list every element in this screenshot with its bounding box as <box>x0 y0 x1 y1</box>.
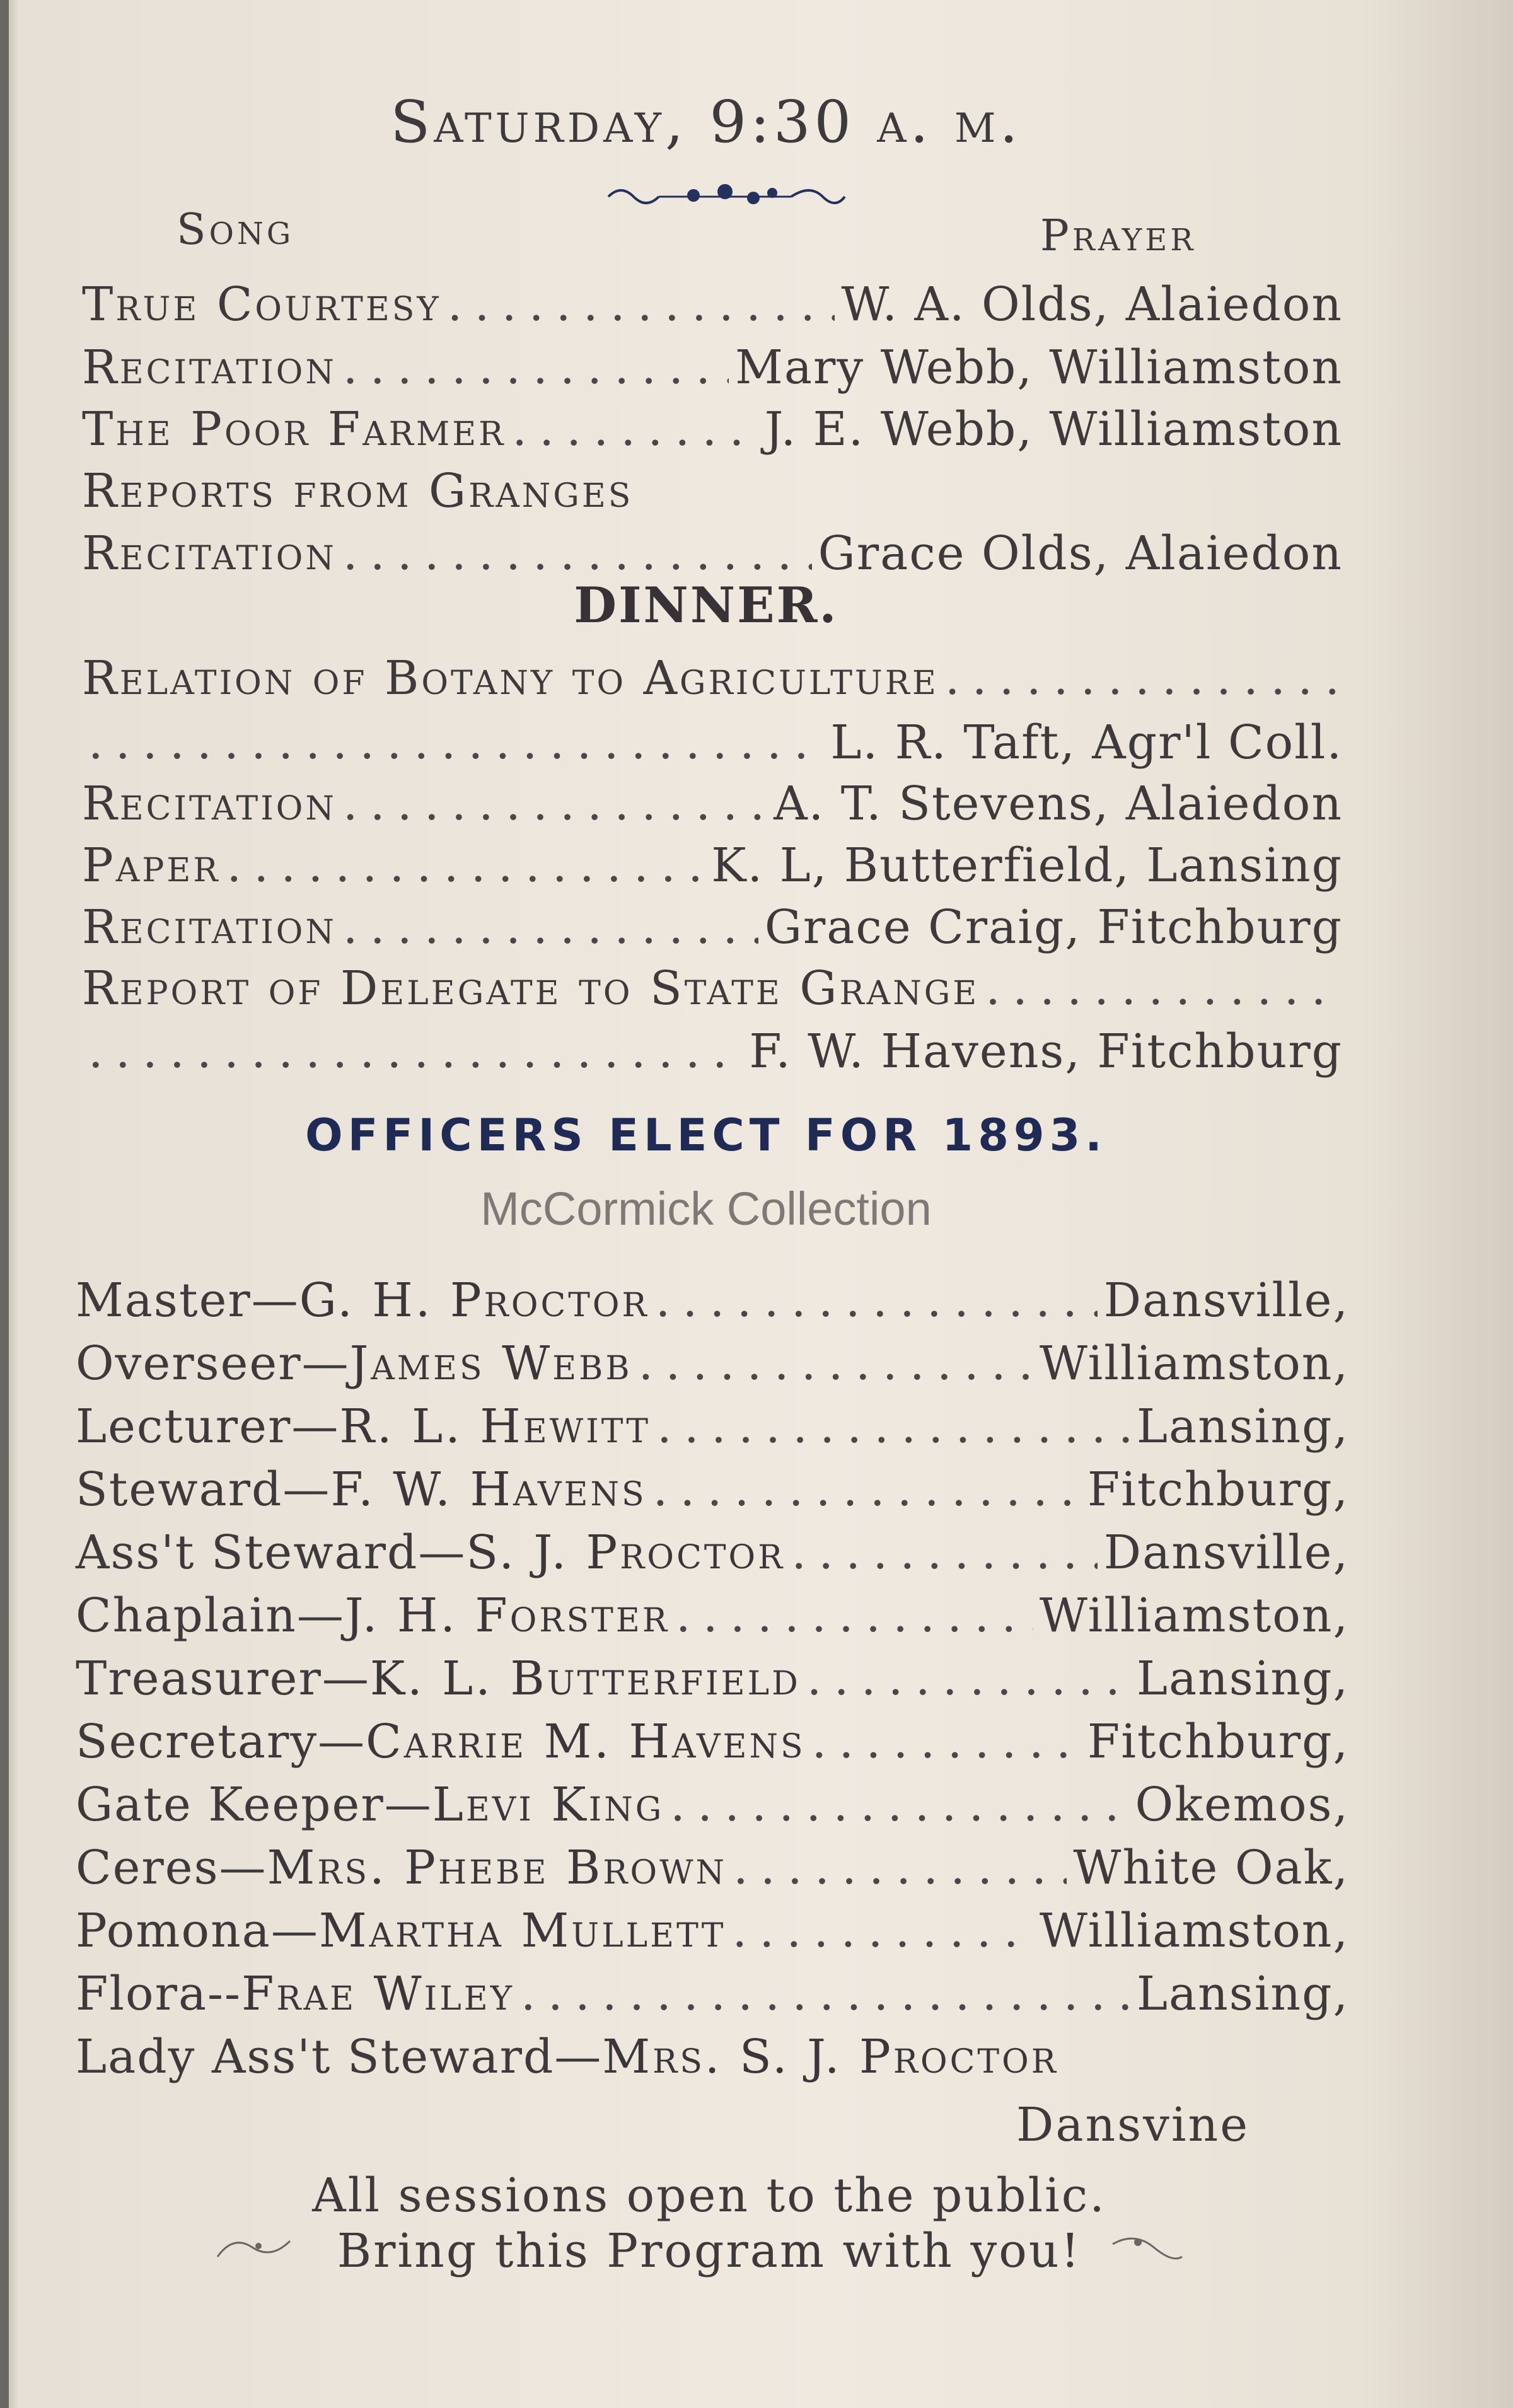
officer-row-right: Lansing, <box>1136 1652 1349 1706</box>
officer-row-name: Frae Wiley <box>241 1967 515 2021</box>
program-item <box>82 1024 1343 1079</box>
officer-row <box>76 1967 1349 2021</box>
officer-row-name: G. H. Proctor <box>299 1273 649 1328</box>
officer-row-right: Williamston, <box>1039 1336 1349 1391</box>
program-item <box>82 961 1343 1016</box>
leader-dots <box>985 961 1336 1016</box>
officer-row-name: J. H. Forster <box>344 1589 670 1643</box>
footer-line-2: Bring this Program with you! <box>337 2224 1082 2278</box>
program-item-label: Recitation <box>82 526 337 581</box>
officer-row-name: R. L. Hewitt <box>339 1399 651 1454</box>
leader-dots <box>812 1715 1081 1769</box>
officer-row-label: Flora-- <box>76 1967 242 2021</box>
program-item-right: W. A. Olds, Alaiedon <box>841 277 1343 332</box>
program-item-right: A. T. Stevens, Alaiedon <box>774 777 1343 831</box>
leader-dots <box>521 1967 1130 2021</box>
leader-dots <box>448 277 835 332</box>
flourish-right-icon <box>1110 2228 1185 2266</box>
leader-dots <box>653 1462 1081 1517</box>
officer-row <box>76 1715 1349 1769</box>
officer-row-name: S. J. Proctor <box>466 1525 785 1580</box>
officer-row-label: Pomona— <box>76 1904 319 1958</box>
officer-row <box>76 1589 1349 1643</box>
leader-dots <box>343 526 812 581</box>
program-item-label: Reports from Granges <box>82 464 634 518</box>
officer-row-label: Steward— <box>76 1462 331 1517</box>
officer-row <box>76 1336 1349 1391</box>
officer-row-label: Lady Ass't Steward— <box>76 2030 603 2084</box>
program-item-right: Grace Craig, Fitchburg <box>764 900 1343 954</box>
program-item-right: Grace Olds, Alaiedon <box>818 526 1343 581</box>
officer-row-right: Okemos, <box>1135 1778 1349 1832</box>
program-item-label: Recitation <box>82 777 337 831</box>
officer-row-label: Lecturer— <box>76 1399 340 1454</box>
program-item-right: L. R. Taft, Agr'l Coll. <box>830 715 1343 770</box>
dinner-heading: DINNER. <box>574 577 838 634</box>
leader-dots <box>226 838 705 893</box>
program-item-right: K. L, Butterfield, Lansing <box>711 838 1343 893</box>
officer-row-right: Dansville, <box>1103 1273 1349 1328</box>
officer-row-label: Chaplain— <box>76 1589 345 1643</box>
officer-row <box>76 1652 1349 1706</box>
officer-row-right: Lansing, <box>1136 1967 1349 2021</box>
leader-dots <box>791 1525 1097 1580</box>
officer-row <box>76 1904 1349 1958</box>
program-item <box>82 777 1343 831</box>
flourish-left-icon <box>214 2228 296 2266</box>
officer-row-label: Master— <box>76 1273 299 1328</box>
officer-row-label: Overseer— <box>76 1336 350 1391</box>
officer-row-label: Ceres— <box>76 1841 267 1895</box>
leader-dots <box>88 715 824 770</box>
officer-row-right: Williamston, <box>1039 1589 1349 1643</box>
officer-row-label: Treasurer— <box>76 1652 370 1706</box>
program-item-right: J. E. Webb, Williamston <box>764 402 1343 456</box>
program-item <box>82 838 1343 893</box>
leader-dots <box>512 402 758 456</box>
program-item <box>82 402 1343 456</box>
last-officer-place: Dansvine <box>1016 2098 1250 2152</box>
leader-dots <box>656 1273 1098 1328</box>
leader-dots <box>343 900 758 954</box>
officer-row-name: Martha Mullett <box>318 1904 726 1958</box>
officer-row-name: Mrs. S. J. Proctor <box>602 2030 1058 2084</box>
officer-row <box>76 1841 1349 1895</box>
program-item <box>82 277 1343 332</box>
officer-row-label: Ass't Steward— <box>76 1525 467 1580</box>
day-heading: Saturday, 9:30 a. m. <box>390 88 1022 156</box>
officer-row-right: Fitchburg, <box>1087 1462 1349 1517</box>
officer-row-name: James Webb <box>349 1336 632 1391</box>
leader-dots <box>807 1652 1130 1706</box>
song-header: Song <box>177 205 294 255</box>
leader-dots <box>639 1336 1033 1391</box>
leader-dots <box>88 1024 743 1079</box>
program-item <box>82 464 1343 518</box>
prayer-header: Prayer <box>1040 211 1197 261</box>
officer-row-right: White Oak, <box>1073 1841 1349 1895</box>
program-item-label: Paper <box>82 838 221 893</box>
program-item-label: Recitation <box>82 900 337 954</box>
program-item-label: Report of Delegate to State Grange <box>82 961 980 1016</box>
ornament-divider-icon <box>602 171 848 216</box>
officer-row <box>76 1399 1349 1454</box>
officer-row <box>76 2030 1147 2084</box>
officer-row <box>76 1778 1349 1832</box>
leader-dots <box>343 340 729 395</box>
leader-dots <box>343 777 767 831</box>
officer-row-right: Williamston, <box>1039 1904 1349 1958</box>
officer-row-name: Levi King <box>432 1778 664 1832</box>
program-item-label: Recitation <box>82 340 337 395</box>
program-item <box>82 526 1343 581</box>
officer-row-label: Gate Keeper— <box>76 1778 432 1832</box>
officer-row-name: Mrs. Phebe Brown <box>267 1841 728 1895</box>
program-item-right: F. W. Havens, Fitchburg <box>749 1024 1343 1079</box>
officer-row <box>76 1273 1349 1328</box>
program-item-right: Mary Webb, Williamston <box>735 340 1343 395</box>
officer-row <box>76 1525 1349 1580</box>
officer-row-name: K. L. Butterfield <box>369 1652 801 1706</box>
program-item-label: Relation of Botany to Agriculture <box>82 651 939 705</box>
program-item <box>82 651 1343 705</box>
leader-dots <box>676 1589 1033 1643</box>
leader-dots <box>670 1778 1128 1832</box>
officer-row-label: Secretary— <box>76 1715 366 1769</box>
officer-row-right: Lansing, <box>1136 1399 1349 1454</box>
officers-title: OFFICERS ELECT FOR 1893. <box>305 1109 1107 1161</box>
program-item-label: The Poor Farmer <box>82 402 506 456</box>
officer-row-name: F. W. Havens <box>330 1462 647 1517</box>
leader-dots <box>657 1399 1130 1454</box>
program-item <box>82 900 1343 954</box>
officer-row <box>76 1462 1349 1517</box>
leader-dots <box>945 651 1336 705</box>
officer-row-right: Fitchburg, <box>1087 1715 1349 1769</box>
officer-row-name: Carrie M. Havens <box>366 1715 806 1769</box>
watermark: McCormick Collection <box>480 1183 932 1235</box>
footer-line-1: All sessions open to the public. <box>312 2168 1106 2223</box>
program-item-label: True Courtesy <box>82 277 441 332</box>
program-item <box>82 340 1343 395</box>
leader-dots <box>732 1904 1033 1958</box>
leader-dots <box>733 1841 1067 1895</box>
program-item <box>82 715 1343 770</box>
officer-row-right: Dansville, <box>1103 1525 1349 1580</box>
